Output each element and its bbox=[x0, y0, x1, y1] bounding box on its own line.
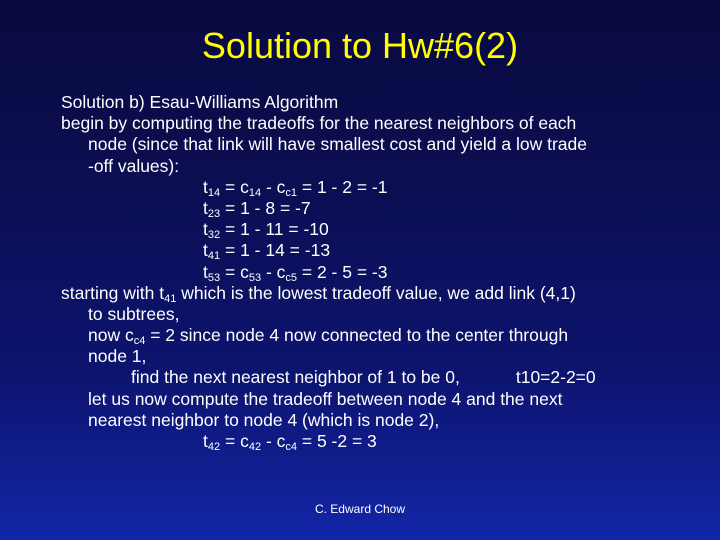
body-line-15: let us now compute the tradeoff between node 4 and the next bbox=[88, 388, 563, 409]
body-line-12: now $c_{c4} = 2$ since node 4 now connected to the center through bbox=[88, 325, 569, 348]
slide-title: Solution to Hw#6(2) bbox=[201, 25, 519, 66]
body-line-13: node 1, bbox=[88, 346, 147, 367]
equation-t42: $t_{42} = c_{42} - c_{c4} = 5$ -2 = 3 bbox=[203, 431, 377, 453]
equation-t14: $t_{14} = c_{14} - c_{c1} = 1 - 2 = -1$ bbox=[203, 176, 388, 199]
slide-body bbox=[61, 92, 671, 452]
footer-author: C. Edward Chow bbox=[314, 502, 406, 516]
body-line-2: begin by computing the tradeoffs for the nearest neighbors of each bbox=[61, 113, 577, 134]
body-line-4: -off values): bbox=[88, 155, 180, 176]
body-line-3: node (since that link will have smallest cost and yield a low trade bbox=[88, 134, 587, 155]
equation-t32: $t_{32} = 1 - 11 = -10$ bbox=[203, 219, 329, 242]
body-line-10: starting with $t_{41}$ which is the lowest tradeoff value, we add link (4,1) bbox=[61, 282, 576, 305]
equation-t53: $t_{53} = c_{53} - c_{c5} = 2 - 5 = -3$ bbox=[203, 261, 388, 284]
body-line-1: Solution b) Esau-Williams Algorithm bbox=[61, 92, 339, 112]
body-line-14: find the next nearest neighbor of 1 to be 0, t10=2-2=0 bbox=[131, 367, 596, 388]
body-line-11: to subtrees, bbox=[88, 303, 180, 324]
equation-t23: $t_{23} = 1 - 8 = -7$ bbox=[203, 197, 311, 220]
body-line-16: nearest neighbor to node 4 (which is node 2), bbox=[88, 409, 440, 430]
equation-t41: $t_{41} = 1 - 14 = -13$ bbox=[203, 240, 331, 263]
